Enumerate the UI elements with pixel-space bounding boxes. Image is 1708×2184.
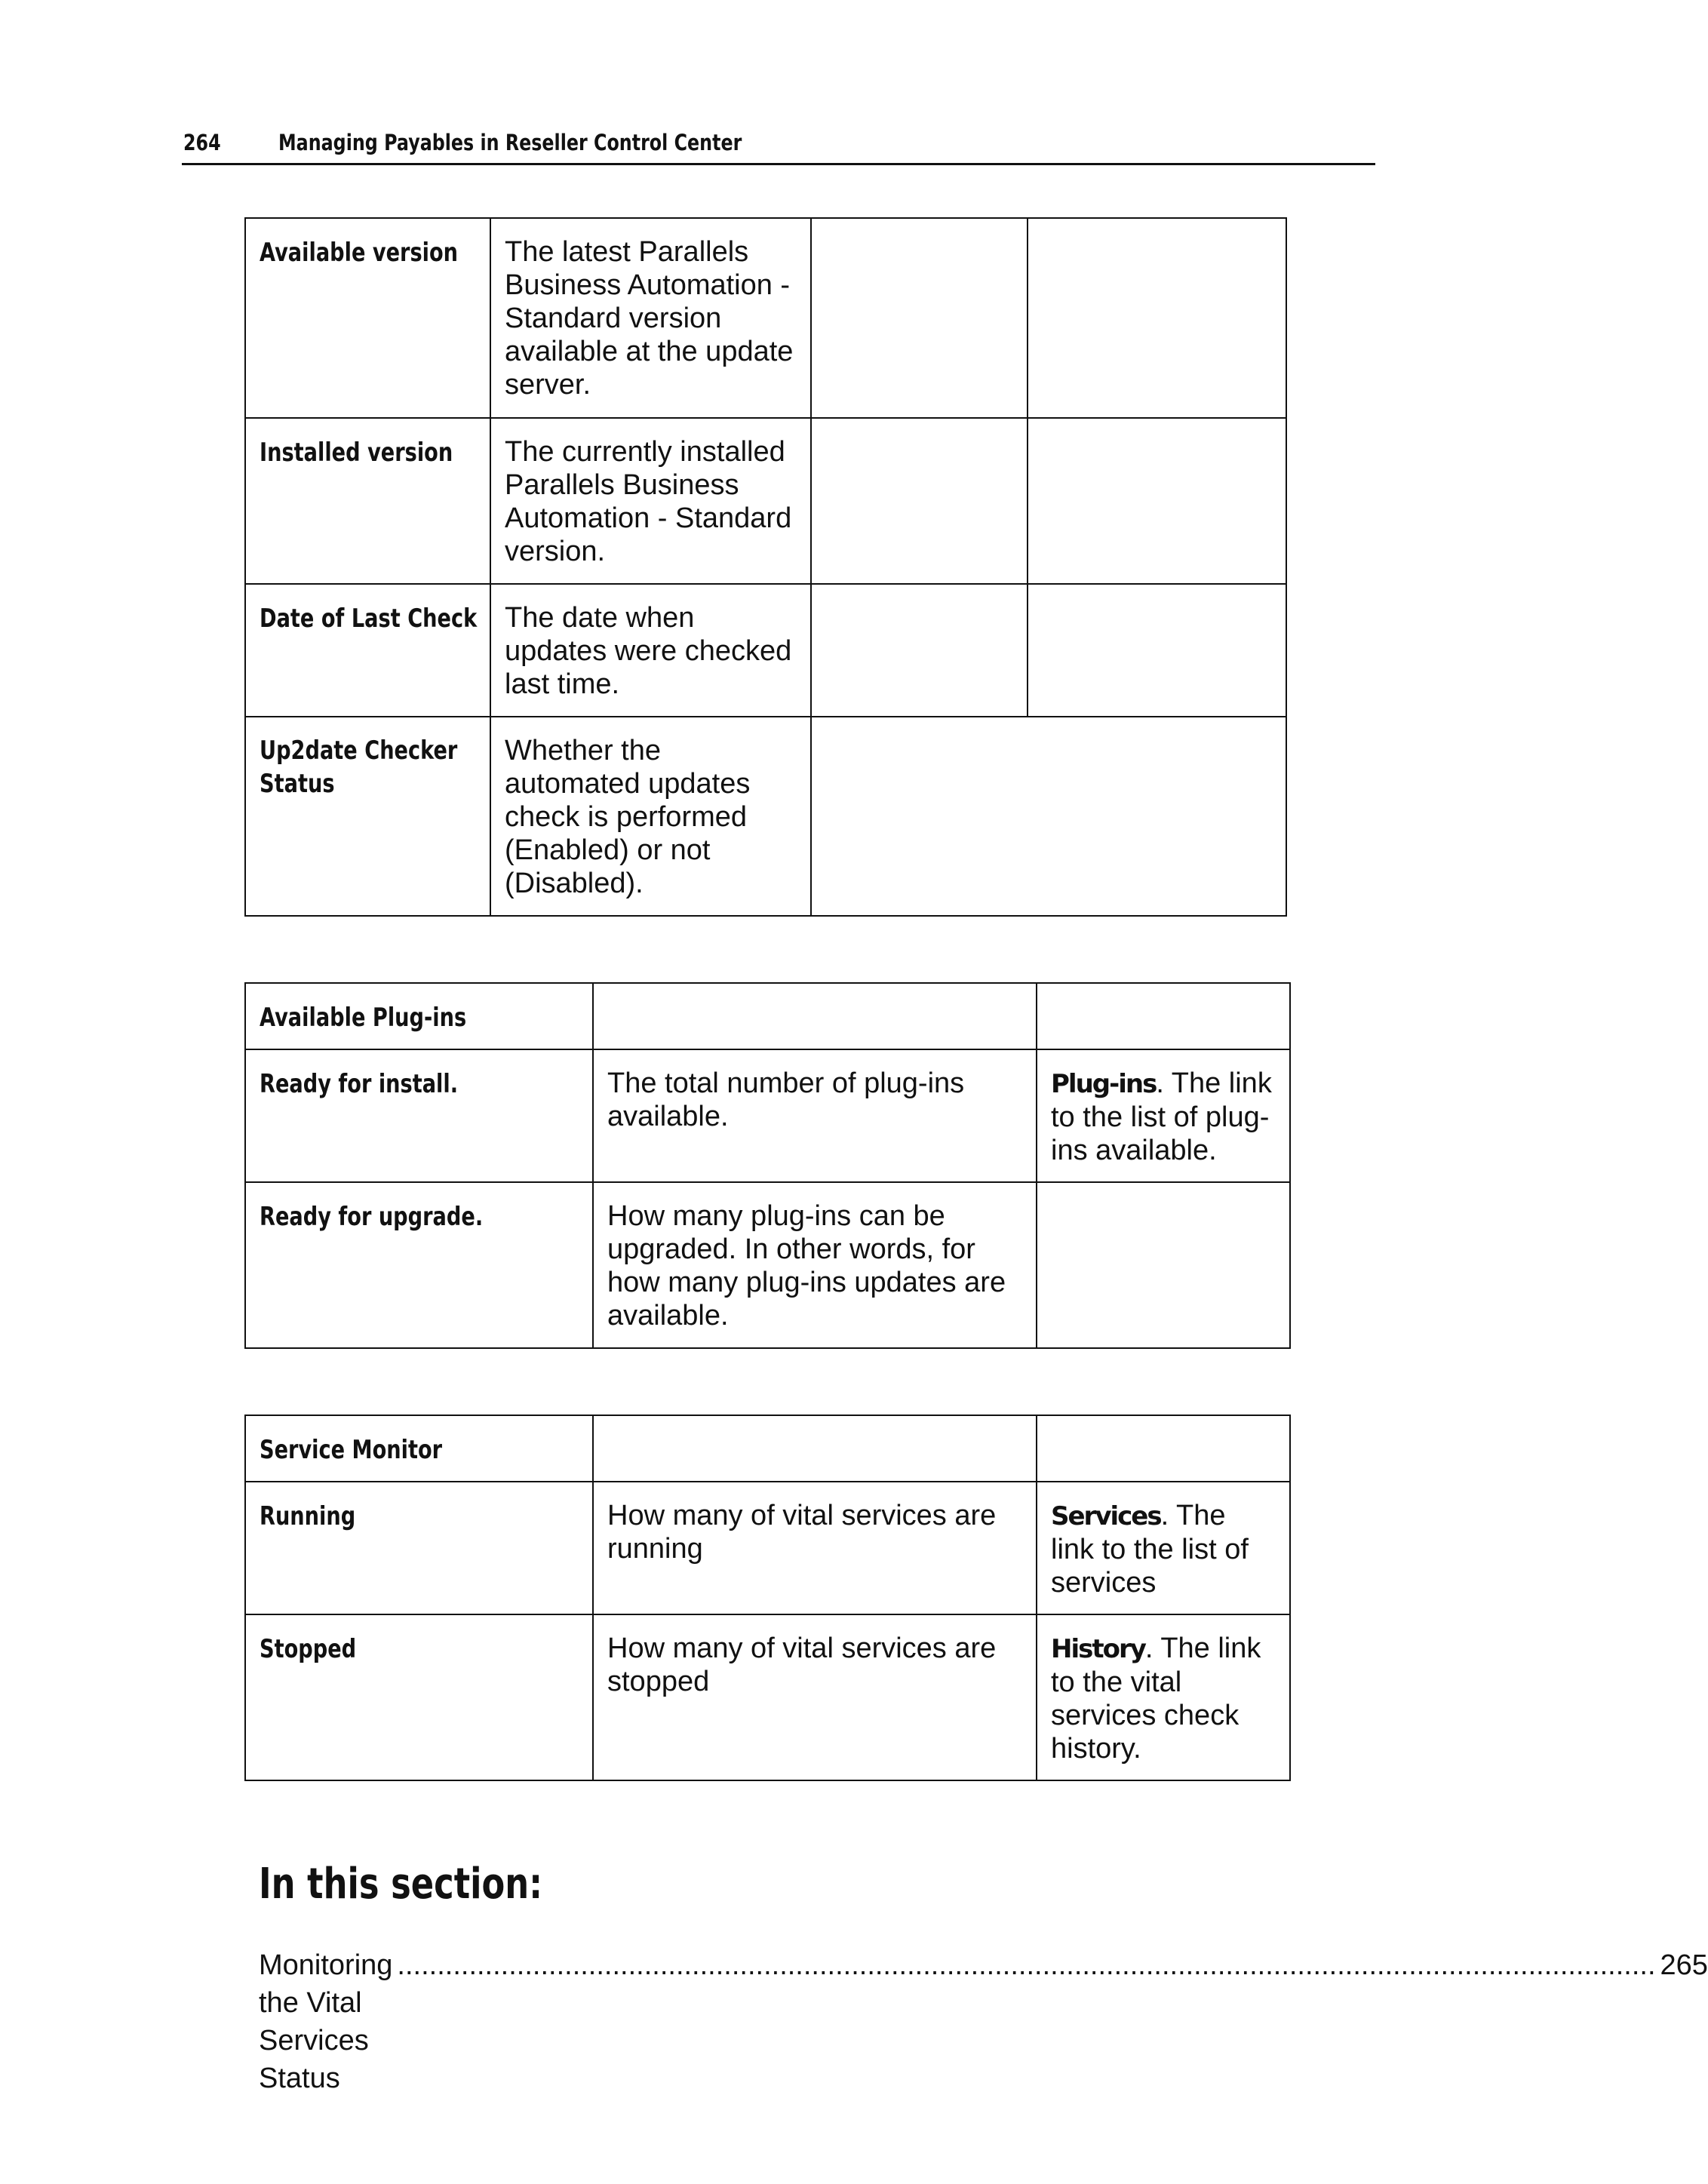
toc-entry[interactable]	[259, 1946, 1708, 2094]
row-label-cell	[245, 1482, 593, 1614]
table-heading-row	[245, 983, 1290, 1049]
table-row	[245, 418, 1286, 584]
table-row	[245, 1049, 1290, 1182]
update-info-table	[244, 217, 1287, 917]
table-heading-row	[245, 1415, 1290, 1482]
chapter-title: Managing Payables in Reseller Control Center	[278, 130, 742, 155]
row-description: The currently installed Parallels Business Automation - Standard version.	[490, 418, 811, 584]
row-description: How many of vital services are stopped	[593, 1614, 1037, 1780]
row-label: Available version	[260, 238, 459, 268]
table-row	[245, 717, 1286, 916]
toc-entry-title[interactable]: Monitoring the Vital Services Status	[259, 1949, 393, 2094]
row-label: Installed version	[260, 438, 453, 468]
empty-cell	[811, 717, 1286, 916]
row-label-cell	[245, 717, 490, 916]
page-header	[182, 127, 1375, 165]
row-label-cell	[245, 1049, 593, 1182]
table-heading: Available Plug-ins	[260, 1003, 467, 1033]
toc-entry-page: 265	[1660, 1949, 1708, 1981]
heading-cell	[245, 983, 593, 1049]
table-row	[245, 1614, 1290, 1780]
empty-cell	[593, 1415, 1037, 1482]
row-label: Date of Last Check	[260, 604, 478, 634]
plugins-table	[244, 982, 1291, 1349]
row-description: The date when updates were checked last time.	[490, 584, 811, 717]
empty-cell	[811, 584, 1028, 717]
link-cell	[1037, 1049, 1290, 1182]
empty-cell	[1028, 584, 1286, 717]
section-heading: In this section:	[259, 1860, 543, 1909]
services-link[interactable]: Services	[1051, 1501, 1161, 1531]
row-description: The total number of plug-ins available.	[593, 1049, 1037, 1182]
row-description: How many plug-ins can be upgraded. In other words, for how many plug-ins updates are available.	[593, 1182, 1037, 1348]
empty-cell	[1037, 983, 1290, 1049]
row-label-cell	[245, 418, 490, 584]
history-link[interactable]: History	[1051, 1634, 1145, 1664]
row-label: Running	[260, 1501, 356, 1531]
link-cell	[1037, 1482, 1290, 1614]
row-label-cell	[245, 584, 490, 717]
service-monitor-table	[244, 1415, 1291, 1781]
empty-cell	[593, 983, 1037, 1049]
link-description: . The link to the vital services check history.	[1051, 1633, 1261, 1765]
row-label: Ready for install.	[260, 1069, 459, 1099]
empty-cell	[1037, 1415, 1290, 1482]
heading-cell	[245, 1415, 593, 1482]
row-description: Whether the automated updates check is performed (Enabled) or not (Disabled).	[490, 717, 811, 916]
empty-cell	[1028, 418, 1286, 584]
link-cell	[1037, 1614, 1290, 1780]
empty-cell	[811, 418, 1028, 584]
row-label: Up2date Checker Status	[260, 736, 458, 799]
row-label-cell	[245, 1614, 593, 1780]
table-row	[245, 1182, 1290, 1348]
plugins-link[interactable]: Plug-ins	[1051, 1069, 1157, 1099]
row-label: Stopped	[260, 1634, 357, 1664]
table-heading: Service Monitor	[260, 1435, 443, 1465]
toc-leader-dots: ..............................................................................................................................................................	[397, 1949, 1656, 1981]
table-row	[245, 584, 1286, 717]
table-row	[245, 218, 1286, 418]
link-description: . The link to the list of services	[1051, 1500, 1249, 1599]
row-description: How many of vital services are running	[593, 1482, 1037, 1614]
row-label-cell	[245, 1182, 593, 1348]
table-row	[245, 1482, 1290, 1614]
empty-cell	[1028, 218, 1286, 418]
row-label: Ready for upgrade.	[260, 1202, 484, 1232]
page-number: 264	[183, 130, 221, 155]
empty-cell	[811, 218, 1028, 418]
empty-cell	[1037, 1182, 1290, 1348]
row-description: The latest Parallels Business Automation - Standard version available at the update server.	[490, 218, 811, 418]
row-label-cell	[245, 218, 490, 418]
link-description: . The link to the list of plug-ins available.	[1051, 1067, 1272, 1166]
